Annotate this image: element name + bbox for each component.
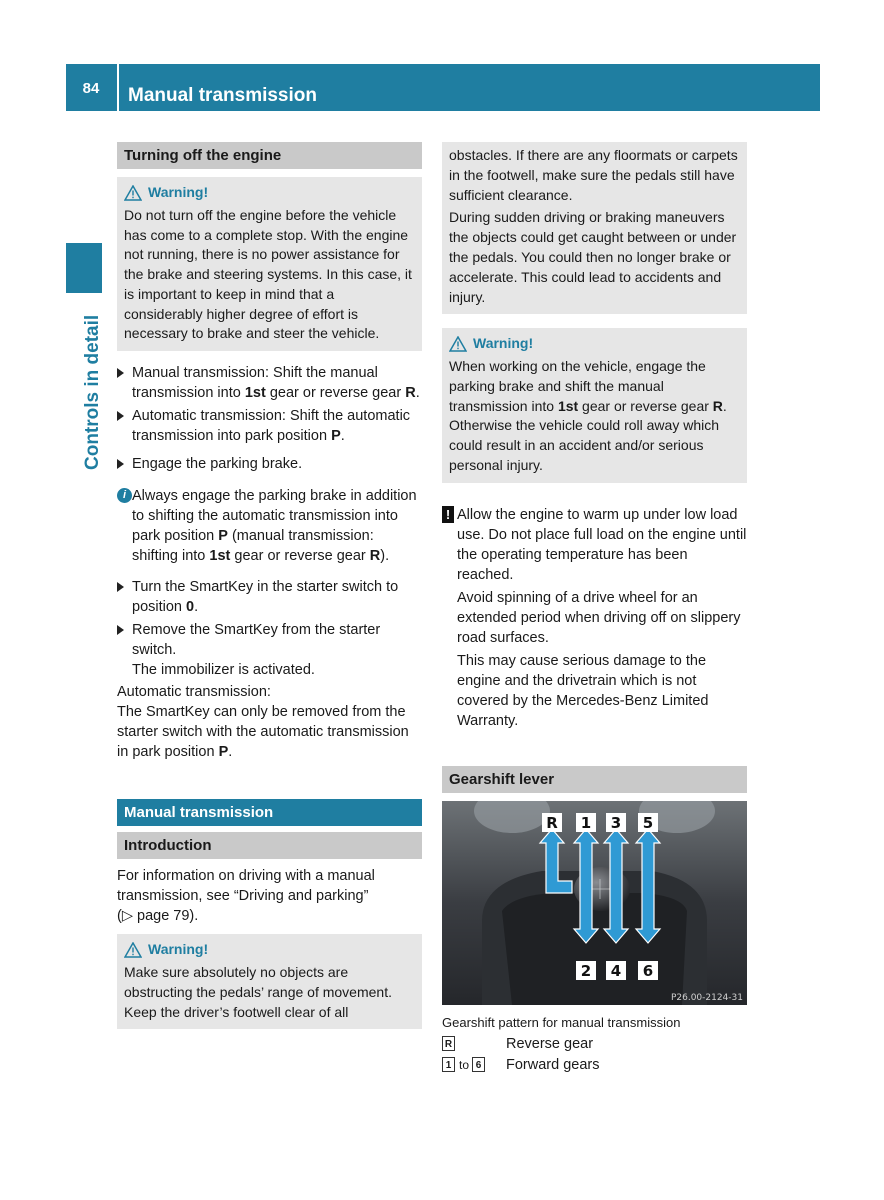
warning-heading: Warning!	[124, 183, 415, 203]
warning-box-pedals-continued	[442, 142, 747, 314]
gear-label-6: 6	[642, 961, 654, 980]
step-manual: Manual transmission: Shift the manual transmission into 1st gear or reverse gear R.	[117, 363, 422, 403]
gearshift-photo	[442, 801, 747, 1005]
caution-note-damage: This may cause serious damage to the engine and the drivetrain which is not covered by the Mercedes-Benz Limited Warranty.	[457, 652, 709, 729]
intro-text: For information on driving with a manual transmission, see “Driving and parking” (▷ page 79).	[117, 868, 375, 925]
warning-text-continued: obstacles. If there are any floormats or carpets in the footwell, make sure the pedals still have sufficient clearance.	[449, 147, 738, 203]
gear-label-R: R	[546, 813, 558, 832]
warning-text: When working on the vehicle, engage the parking brake and shift the manual transmission into 1st gear or reverse gear R. Otherwise the vehicle could roll away which could result in an accident and/or serious personal injury.	[449, 358, 727, 474]
page-title: Manual transmission	[128, 85, 317, 106]
warning-triangle-icon	[124, 185, 142, 201]
warning-text-maneuvers: During sudden driving or braking maneuvers the objects could get caught between or under the pedals. You could then no longer brake or accelerate. This could lead to accidents and injury.	[449, 209, 737, 305]
info-note: i Always engage the parking brake in addition to shifting the automatic transmission into park position P (manual transmission: shifting into 1st gear or reverse gear R).	[117, 486, 422, 566]
right-column	[442, 142, 747, 1073]
gear-label-3: 3	[610, 813, 622, 832]
page-number: 84	[82, 80, 100, 97]
side-tab-marker	[66, 243, 102, 293]
step-result: The immobilizer is activated.	[132, 662, 315, 679]
legend-row-forward: 1 to 6 Forward gears	[442, 1057, 747, 1073]
step-arrow-icon	[117, 459, 124, 469]
step-arrow-icon	[117, 582, 124, 592]
page-header	[66, 64, 820, 111]
warning-triangle-icon	[124, 942, 142, 958]
legend-label: Forward gears	[506, 1056, 600, 1073]
image-code: P26.00-2124-31	[670, 992, 743, 1003]
warning-triangle-icon	[449, 336, 467, 352]
gear-label-2: 2	[580, 961, 592, 980]
key-R-icon: R	[442, 1036, 455, 1051]
step-arrow-icon	[117, 411, 124, 421]
step-smartkey-turn: Turn the SmartKey in the starter switch to position 0.	[117, 577, 422, 617]
warning-text: Do not turn off the engine before the vehicle has come to a complete stop. With the engine not running, there is no power assistance for the brake and steering systems. In this case, it is important to keep in mind that a considerably higher degree of effort is necessary to brake and steer the vehicle.	[124, 206, 412, 342]
auto-transmission-label: Automatic transmission:	[117, 684, 271, 701]
gearshift-pattern-image	[442, 801, 747, 1005]
step-automatic: Automatic transmission: Shift the automatic transmission into park position P.	[117, 406, 422, 446]
warning-heading: Warning!	[124, 940, 415, 960]
legend-label: Reverse gear	[506, 1035, 594, 1052]
step-smartkey-remove: Remove the SmartKey from the starter switch. The immobilizer is activated.	[117, 620, 422, 680]
step-arrow-icon	[117, 625, 124, 635]
legend-row-reverse	[442, 1036, 747, 1052]
exclamation-icon: !	[442, 506, 454, 523]
section-heading-turning-off: Turning off the engine	[117, 142, 422, 169]
warning-box-engine	[117, 177, 422, 351]
caution-note-spinning: Avoid spinning of a drive wheel for an extended period when driving off on slippery road surfaces.	[457, 589, 741, 646]
warning-text: Make sure absolutely no objects are obstructing the pedals’ range of movement. Keep the driver’s footwell clear of all	[124, 963, 392, 1020]
figure-caption: Gearshift pattern for manual transmission	[442, 1014, 681, 1030]
auto-transmission-text: The SmartKey can only be removed from the starter switch with the automatic transmission in park position P.	[117, 704, 409, 761]
gear-label-1: 1	[580, 813, 592, 832]
gear-label-5: 5	[642, 813, 654, 832]
section-heading-manual-transmission: Manual transmission	[117, 799, 422, 826]
page-reference: (▷ page 79).	[117, 908, 199, 925]
section-heading-introduction: Introduction	[117, 832, 422, 859]
key-6-icon: 6	[472, 1057, 485, 1072]
section-heading-gearshift: Gearshift lever	[442, 766, 747, 793]
left-column	[117, 142, 422, 1029]
caution-note: ! Allow the engine to warm up under low load use. Do not place full load on the engine until the operating temperature has been reached.	[442, 505, 747, 585]
header-divider	[117, 64, 119, 111]
chapter-side-label: Controls in detail	[82, 314, 103, 470]
warning-box-pedals	[117, 934, 422, 1029]
key-1-icon: 1	[442, 1057, 455, 1072]
step-arrow-icon	[117, 368, 124, 378]
warning-box-working	[442, 328, 747, 482]
info-icon: i	[117, 488, 132, 503]
step-parking-brake: Engage the parking brake.	[117, 454, 422, 474]
gear-label-4: 4	[610, 961, 622, 980]
warning-heading: Warning!	[449, 334, 740, 354]
